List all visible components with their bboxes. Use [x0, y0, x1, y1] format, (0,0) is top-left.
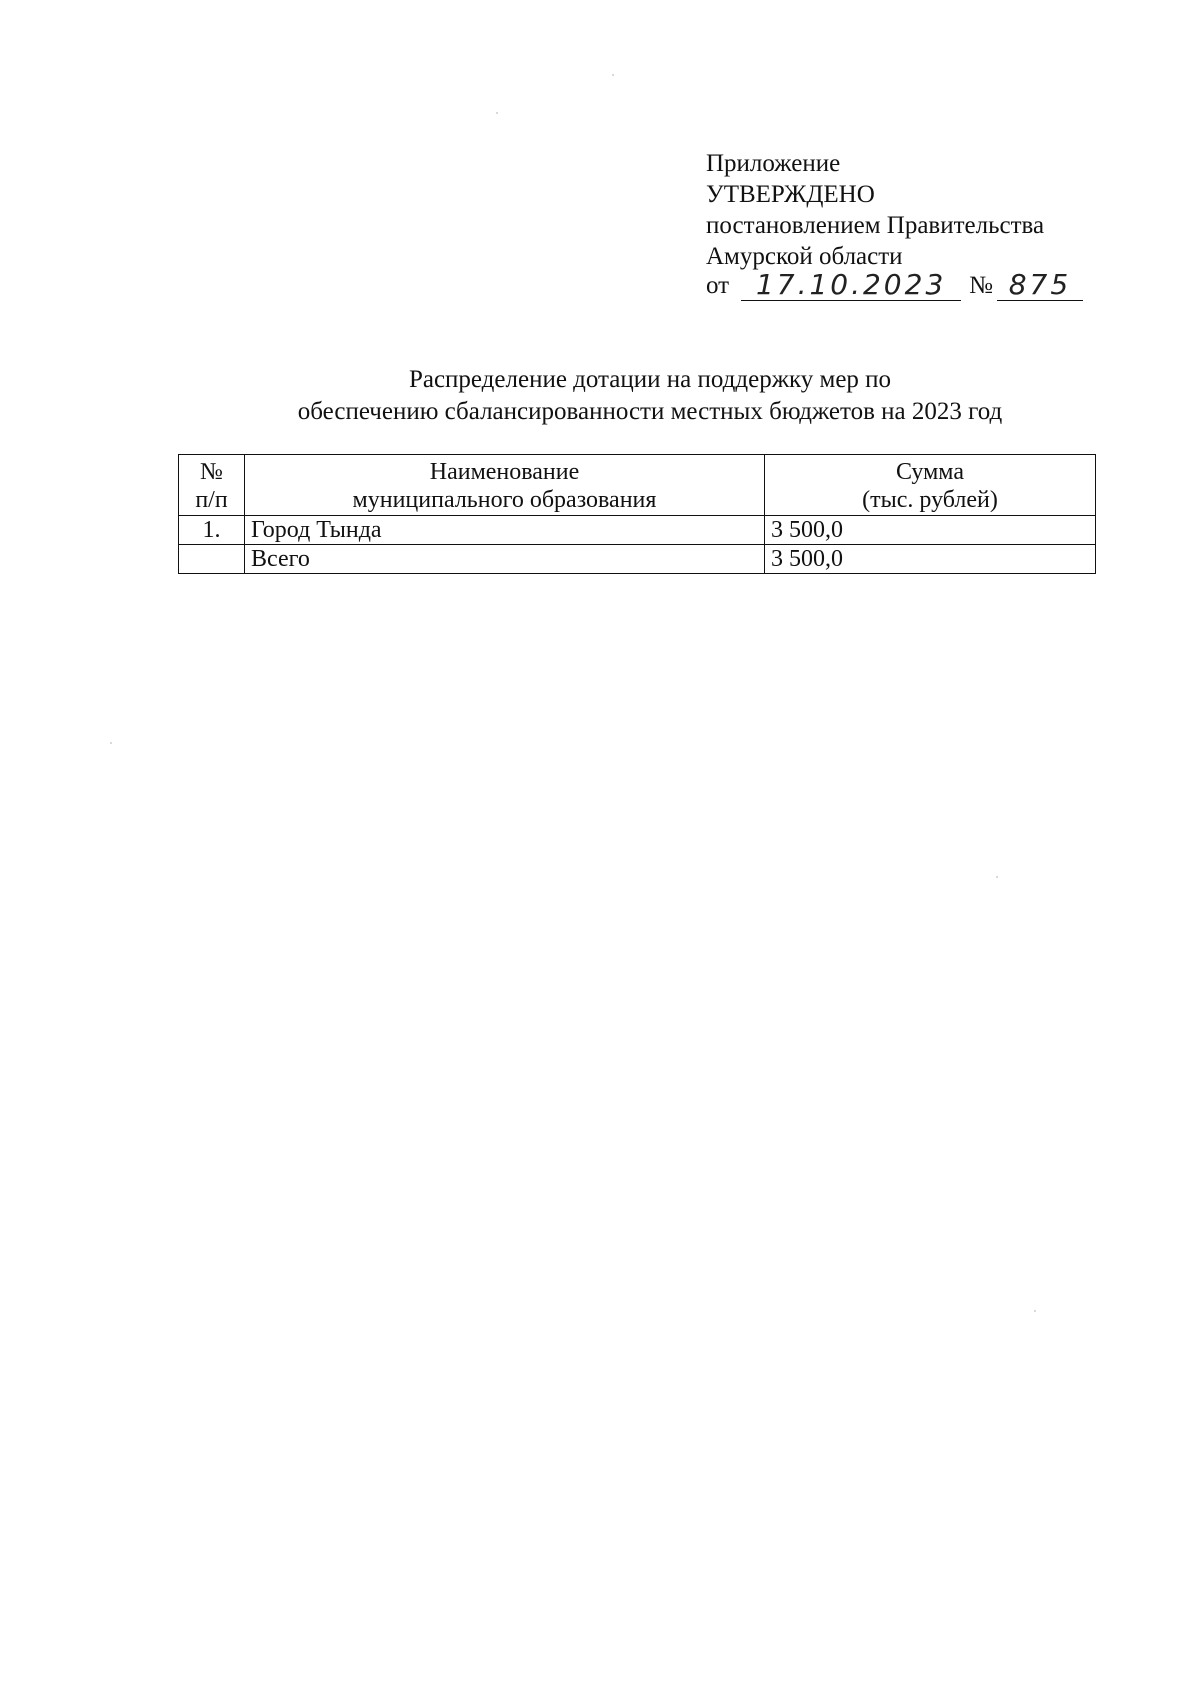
scan-speck	[612, 74, 614, 76]
header-sum	[765, 455, 1096, 516]
scan-speck	[996, 876, 998, 878]
handwritten-date: 17.10.2023	[741, 270, 961, 301]
table-header-row	[179, 455, 1096, 516]
distribution-table	[178, 454, 1096, 574]
handwritten-number: 875	[997, 270, 1083, 301]
approval-block	[706, 148, 1126, 301]
approved-label: УТВЕРЖДЕНО	[706, 181, 875, 208]
header-number-line-1: №	[200, 459, 223, 485]
appendix-label: Приложение	[706, 150, 841, 177]
row-number: 1.	[179, 516, 245, 545]
header-number-line-2: п/п	[195, 487, 228, 513]
header-name-line-1: Наименование	[429, 459, 580, 485]
header-number	[179, 455, 245, 516]
document-title	[200, 364, 1100, 428]
region-label: Амурской области	[706, 243, 903, 270]
scan-speck	[110, 742, 112, 744]
row-sum: 3 500,0	[765, 516, 1096, 545]
total-number	[179, 545, 245, 574]
row-name: Город Тында	[245, 516, 765, 545]
title-line-2: обеспечению сбалансированности местных бюджетов на 2023 год	[297, 398, 1003, 425]
scan-speck	[1034, 1310, 1036, 1312]
header-name	[245, 455, 765, 516]
number-sign: №	[969, 272, 993, 299]
scan-speck	[496, 112, 498, 114]
header-sum-line-1: Сумма	[896, 459, 964, 485]
date-number-line	[706, 270, 1126, 301]
date-prefix: от	[706, 272, 730, 299]
total-sum: 3 500,0	[765, 545, 1096, 574]
total-name: Всего	[245, 545, 765, 574]
header-sum-line-2: (тыс. рублей)	[862, 487, 998, 513]
table-row	[179, 516, 1096, 545]
header-name-line-2: муниципального образования	[352, 487, 657, 513]
table-total-row	[179, 545, 1096, 574]
title-line-1: Распределение дотации на поддержку мер по	[408, 366, 892, 393]
resolution-label: постановлением Правительства	[706, 212, 1045, 239]
